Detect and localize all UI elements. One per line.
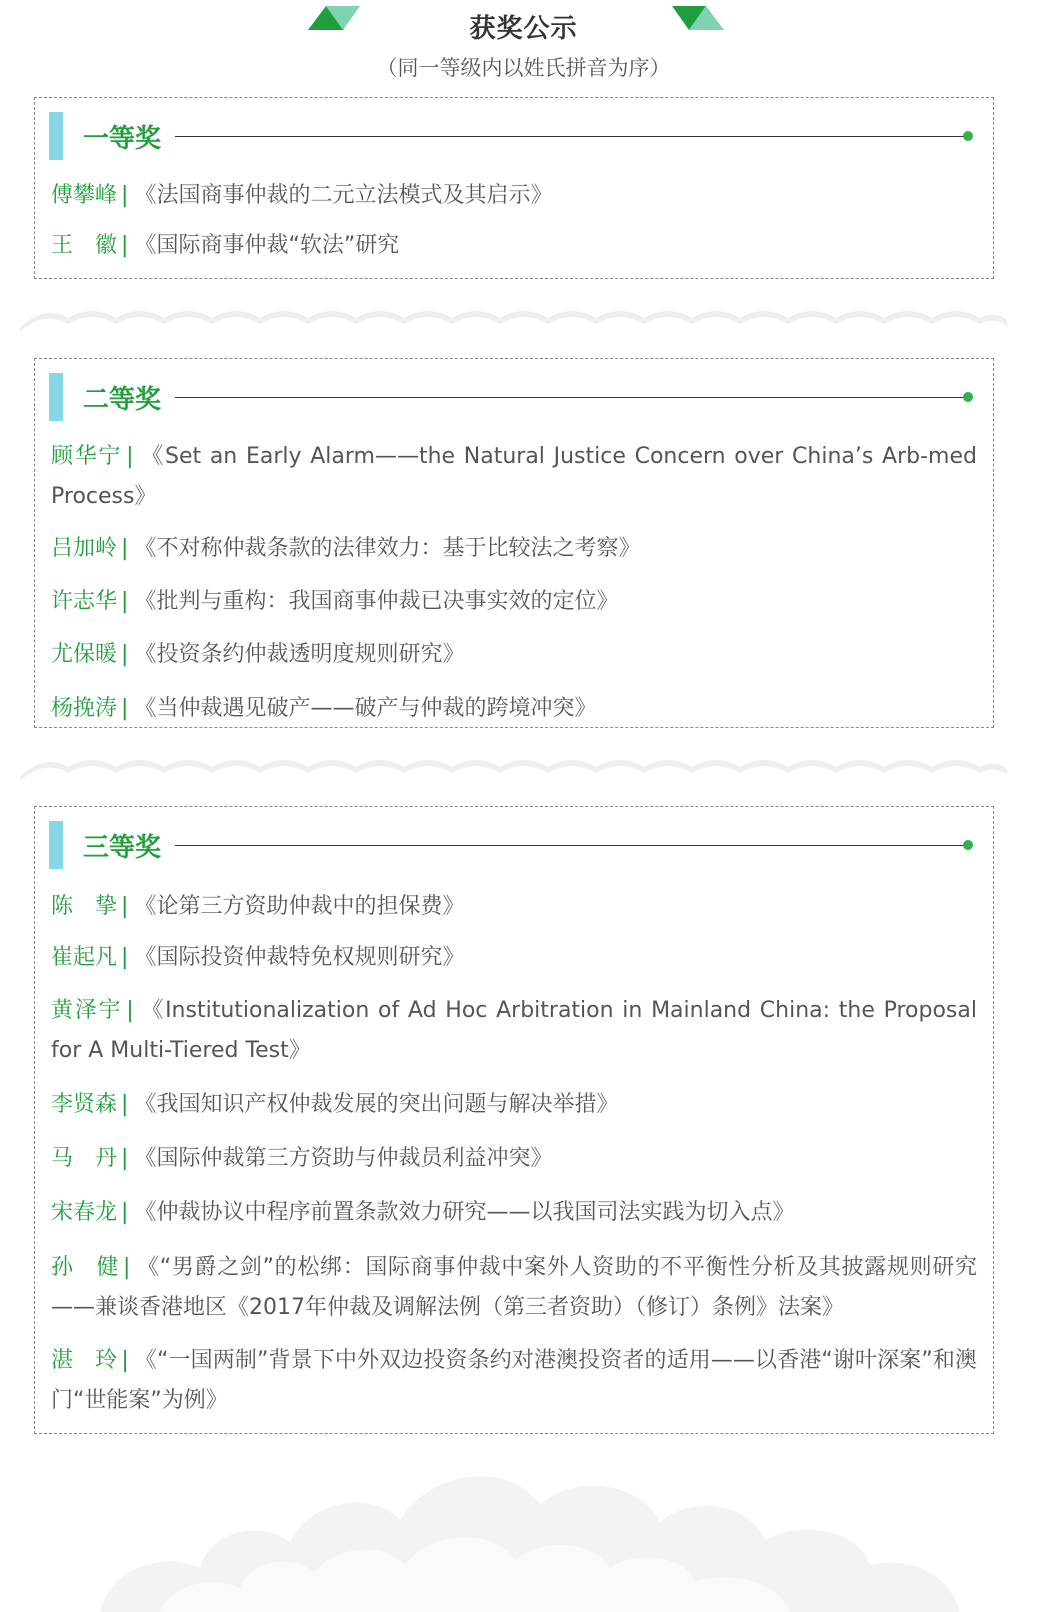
award-entry <box>51 938 977 978</box>
cloud-decoration <box>100 1450 960 1612</box>
award-entry <box>51 176 977 216</box>
award-entry <box>51 582 977 622</box>
work-title: 《仲裁协议中程序前置条款效力研究——以我国司法实践为切入点》 <box>134 1200 795 1225</box>
award-entry <box>51 1248 977 1328</box>
work-title: 《国际仲裁第三方资助与仲裁员利益冲突》 <box>134 1146 553 1171</box>
dot-icon <box>963 131 973 141</box>
winner-name: 王 徽 <box>51 233 118 258</box>
section-accent-bar <box>49 112 63 160</box>
separator: | <box>121 589 129 614</box>
work-title: 《不对称仲裁条款的法律效力：基于比较法之考察》 <box>134 536 641 561</box>
winner-name: 湛 玲 <box>51 1348 118 1373</box>
work-title: 《“一国两制”背景下中外双边投资条约对港澳投资者的适用——以香港“谢叶深案”和澳门“世能案”为例》 <box>51 1348 977 1413</box>
wave-divider <box>20 745 1007 785</box>
separator: | <box>121 1200 129 1225</box>
award-entry <box>51 437 977 517</box>
work-title: 《论第三方资助仲裁中的担保费》 <box>134 894 465 919</box>
section-title: 二等奖 <box>83 385 162 415</box>
section-title: 三等奖 <box>83 833 162 863</box>
award-entry <box>51 991 977 1071</box>
page-title: 获奖公示 <box>469 14 578 44</box>
separator: | <box>121 1348 129 1373</box>
work-title: 《国际投资仲裁特免权规则研究》 <box>134 945 465 970</box>
separator: | <box>121 696 129 721</box>
award-entry <box>51 1193 977 1233</box>
separator: | <box>121 536 129 561</box>
section-header <box>49 112 971 160</box>
award-entry <box>51 529 977 569</box>
separator: | <box>121 233 129 258</box>
work-title: 《Institutionalization of Ad Hoc Arbitration in Mainland China: the Proposal for A Multi-Tiered Test》 <box>51 998 977 1063</box>
section-rule <box>175 136 967 137</box>
section-title: 一等奖 <box>83 124 162 154</box>
winner-name: 傅攀峰 <box>51 183 118 208</box>
section-rule <box>175 845 967 846</box>
winner-name: 马 丹 <box>51 1146 118 1171</box>
winner-name: 黄泽宇 <box>51 998 123 1023</box>
separator: | <box>121 894 129 919</box>
winner-name: 顾华宁 <box>51 444 123 469</box>
award-entry <box>51 887 977 927</box>
separator: | <box>121 183 129 208</box>
winner-name: 许志华 <box>51 589 118 614</box>
separator: | <box>123 1255 131 1280</box>
winner-name: 崔起凡 <box>51 945 118 970</box>
header <box>0 0 1047 90</box>
work-title: 《国际商事仲裁“软法”研究 <box>134 233 400 258</box>
section-rule <box>175 397 967 398</box>
first-prize-panel <box>34 97 994 279</box>
section-header <box>49 373 971 421</box>
work-title: 《当仲裁遇见破产——破产与仲裁的跨境冲突》 <box>134 696 597 721</box>
section-header <box>49 821 971 869</box>
work-title: 《投资条约仲裁透明度规则研究》 <box>134 642 465 667</box>
section-accent-bar <box>49 373 63 421</box>
winner-name: 宋春龙 <box>51 1200 118 1225</box>
work-title: 《“男爵之剑”的松绑：国际商事仲裁中案外人资助的不平衡性分析及其披露规则研究——兼谈香港地区《2017年仲裁及调解法例（第三者资助）（修订）条例》法案》 <box>51 1255 977 1320</box>
third-prize-panel <box>34 806 994 1434</box>
winner-name: 杨挽涛 <box>51 696 118 721</box>
separator: | <box>121 1146 129 1171</box>
award-entry <box>51 689 977 728</box>
dot-icon <box>963 392 973 402</box>
wave-divider <box>20 296 1007 336</box>
award-entry <box>51 1139 977 1179</box>
winner-name: 陈 挚 <box>51 894 118 919</box>
winner-name: 李贤森 <box>51 1092 118 1117</box>
award-entry <box>51 1085 977 1125</box>
winner-name: 吕加岭 <box>51 536 118 561</box>
work-title: 《批判与重构：我国商事仲裁已决事实效的定位》 <box>134 589 619 614</box>
winner-name: 尤保暖 <box>51 642 118 667</box>
work-title: 《法国商事仲裁的二元立法模式及其启示》 <box>134 183 553 208</box>
separator: | <box>121 945 129 970</box>
dot-icon <box>963 840 973 850</box>
work-title: 《我国知识产权仲裁发展的突出问题与解决举措》 <box>134 1092 619 1117</box>
winner-name: 孙 健 <box>51 1255 120 1280</box>
second-prize-panel <box>34 358 994 728</box>
separator: | <box>126 998 134 1023</box>
award-entry <box>51 226 977 266</box>
triangle-decoration-right-icon <box>672 6 724 30</box>
section-accent-bar <box>49 821 63 869</box>
separator: | <box>126 444 134 469</box>
separator: | <box>121 1092 129 1117</box>
work-title: 《Set an Early Alarm——the Natural Justice Concern over China’s Arb-med Process》 <box>51 444 977 509</box>
separator: | <box>121 642 129 667</box>
page-subtitle: （同一等级内以姓氏拼音为序） <box>376 56 671 80</box>
award-entry <box>51 1341 977 1421</box>
award-entry <box>51 635 977 675</box>
